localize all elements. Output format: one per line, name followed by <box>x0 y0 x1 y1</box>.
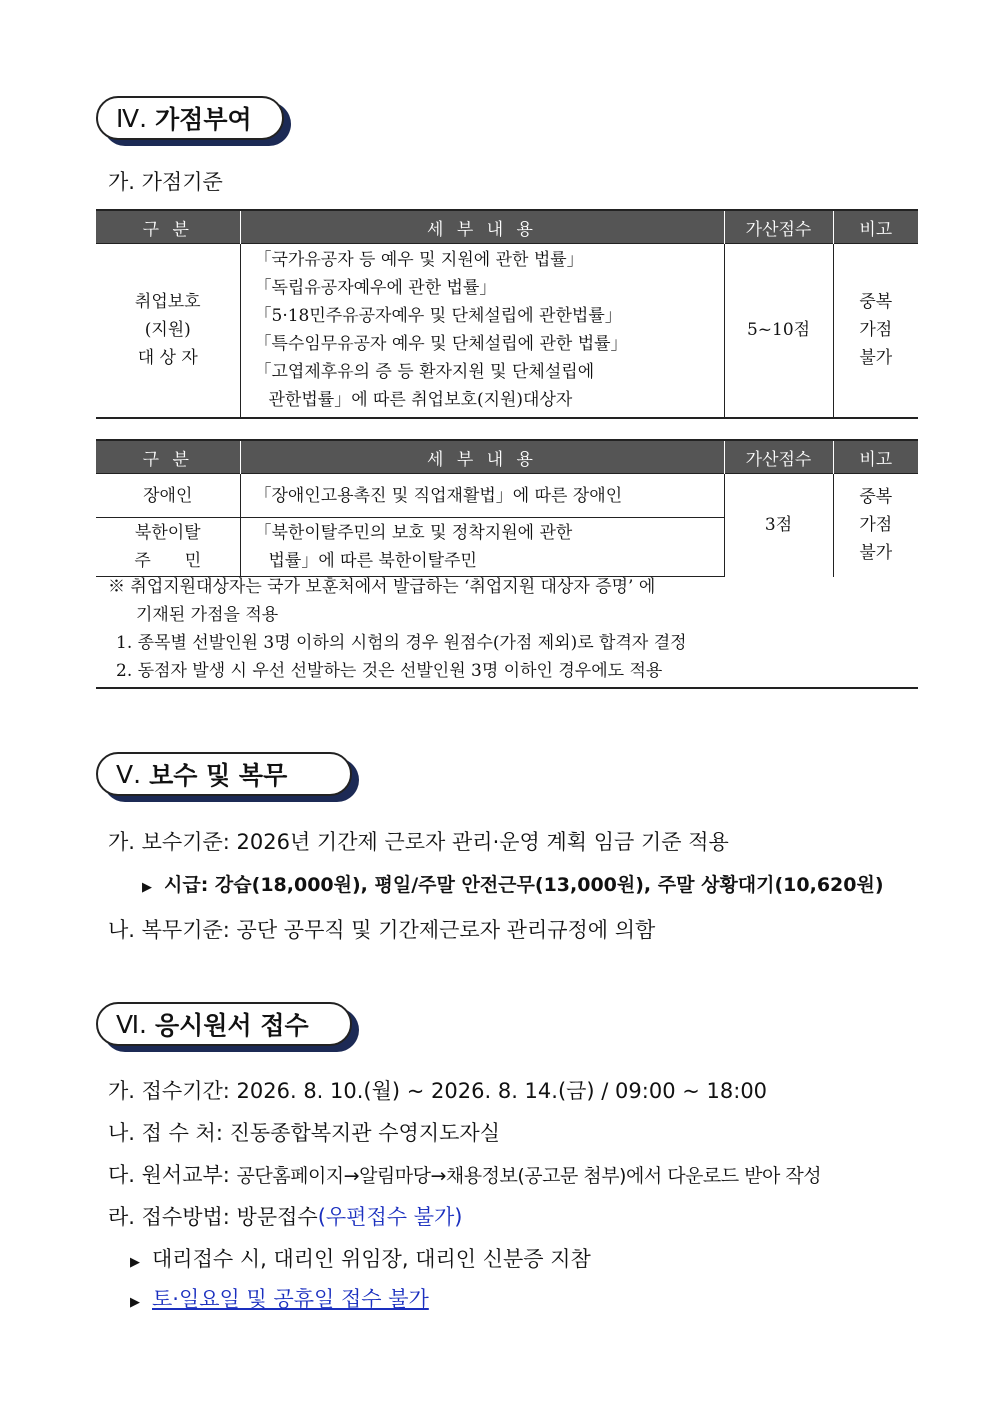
remark-cell <box>833 474 918 577</box>
category-line: (지원) <box>144 320 191 341</box>
col-header-category: 구 분 <box>96 440 240 474</box>
category-cell: 장애인 <box>96 474 240 518</box>
section-4-header <box>96 96 284 140</box>
pay-standard: 가. 보수기준: 2026년 기간제 근로자 관리·운영 계획 임금 기준 적용 <box>108 830 729 854</box>
pay-detail-text: 시급: 강습(18,000원), 평일/주말 안전근무(13,000원), 주말 상황대기(10,620원) <box>164 874 884 896</box>
detail-line: 「고엽제후유의 증 등 환자지원 및 단체설립에 <box>254 362 595 383</box>
section-5-header <box>96 752 352 796</box>
details-cell <box>240 518 724 577</box>
method-label: 라. 접수방법: 방문접수 <box>108 1205 318 1229</box>
remark-line: 중복 <box>859 292 893 313</box>
remark-line: 가점 <box>859 515 893 536</box>
form-distribution <box>108 1159 821 1189</box>
category-cell <box>96 244 240 418</box>
weekend-note <box>130 1283 429 1313</box>
section-5-number: Ⅴ. <box>116 759 142 789</box>
notes-block <box>96 573 918 689</box>
details-cell: 「장애인고용촉진 및 직업재활법」에 따른 장애인 <box>240 474 724 518</box>
detail-line: 「특수임무유공자 예우 및 단체설립에 관한 법률」 <box>254 334 628 355</box>
col-header-details: 세 부 내 용 <box>240 440 724 474</box>
detail-line: 「북한이탈주민의 보호 및 정착지원에 관한 <box>254 523 573 543</box>
col-header-points: 가산점수 <box>724 440 833 474</box>
duty-standard: 나. 복무기준: 공단 공무직 및 기간제근로자 관리규정에 의함 <box>108 918 656 942</box>
remark-line: 불가 <box>859 543 893 564</box>
category-line: 주 민 <box>134 551 202 571</box>
detail-line: 「국가유공자 등 예우 및 지원에 관한 법률」 <box>254 250 584 271</box>
proxy-note <box>130 1243 591 1273</box>
triangle-bullet-icon: ▶ <box>130 1255 140 1270</box>
col-header-points: 가산점수 <box>724 210 833 244</box>
section-6-title: 응시원서 접수 <box>155 1011 309 1040</box>
proxy-text: 대리접수 시, 대리인 위임장, 대리인 신분증 지참 <box>152 1247 591 1271</box>
section-5-title: 보수 및 복무 <box>149 761 288 790</box>
application-place: 나. 접 수 처: 진동종합복지관 수영지도자실 <box>108 1121 500 1145</box>
category-line: 북한이탈 <box>134 523 201 543</box>
note-line: 2. 동점자 발생 시 우선 선발하는 것은 선발인원 3명 이하인 경우에도 적용 <box>116 661 663 681</box>
col-header-details: 세 부 내 용 <box>240 210 724 244</box>
detail-line: 「독립유공자예우에 관한 법률」 <box>254 278 497 299</box>
note-line: 1. 종목별 선발인원 3명 이하의 시험의 경우 원점수(가점 제외)로 합격자 결정 <box>116 633 687 653</box>
application-method <box>108 1201 462 1231</box>
triangle-bullet-icon: ▶ <box>130 1295 140 1310</box>
col-header-remark: 비고 <box>833 440 918 474</box>
section-6-number: Ⅵ. <box>116 1009 148 1039</box>
category-cell <box>96 518 240 577</box>
form-label: 다. 원서교부: <box>108 1163 237 1187</box>
col-header-category: 구 분 <box>96 210 240 244</box>
note-line: ※ 취업지원대상자는 국가 보훈처에서 발급하는 ‘취업지원 대상자 증명’ 에 <box>108 577 656 597</box>
category-line: 대 상 자 <box>137 348 198 369</box>
method-note: (우편접수 불가) <box>317 1205 463 1229</box>
details-cell <box>240 244 724 418</box>
pay-detail <box>142 870 884 897</box>
note-line: 기재된 가점을 적용 <box>136 605 279 625</box>
weekend-text: 토·일요일 및 공휴일 접수 불가 <box>152 1287 429 1311</box>
remark-line: 가점 <box>859 320 893 341</box>
triangle-bullet-icon: ▶ <box>142 880 152 895</box>
category-line: 취업보호 <box>134 292 201 313</box>
points-cell: 3점 <box>724 474 833 577</box>
remark-line: 중복 <box>859 487 893 508</box>
col-header-remark: 비고 <box>833 210 918 244</box>
detail-line: 법률」에 따른 북한이탈주민 <box>268 551 477 571</box>
bonus-table-1 <box>96 209 918 419</box>
points-cell: 5~10점 <box>724 244 833 418</box>
subsection-title: 가. 가점기준 <box>108 170 223 194</box>
bonus-table-2 <box>96 439 918 577</box>
section-4-title: 가점부여 <box>155 105 252 134</box>
detail-line: 「5·18민주유공자예우 및 단체설립에 관한법률」 <box>254 306 622 327</box>
section-6-header <box>96 1002 352 1046</box>
remark-line: 불가 <box>859 348 893 369</box>
section-4-number: Ⅳ. <box>116 103 148 133</box>
application-period: 가. 접수기간: 2026. 8. 10.(월) ~ 2026. 8. 14.(금) / 09:00 ~ 18:00 <box>108 1079 768 1103</box>
remark-cell <box>833 244 918 418</box>
detail-line: 관한법률」에 따른 취업보호(지원)대상자 <box>268 390 573 411</box>
form-text: 공단홈페이지→알림마당→채용정보(공고문 첨부)에서 다운로드 받아 작성 <box>236 1165 822 1187</box>
